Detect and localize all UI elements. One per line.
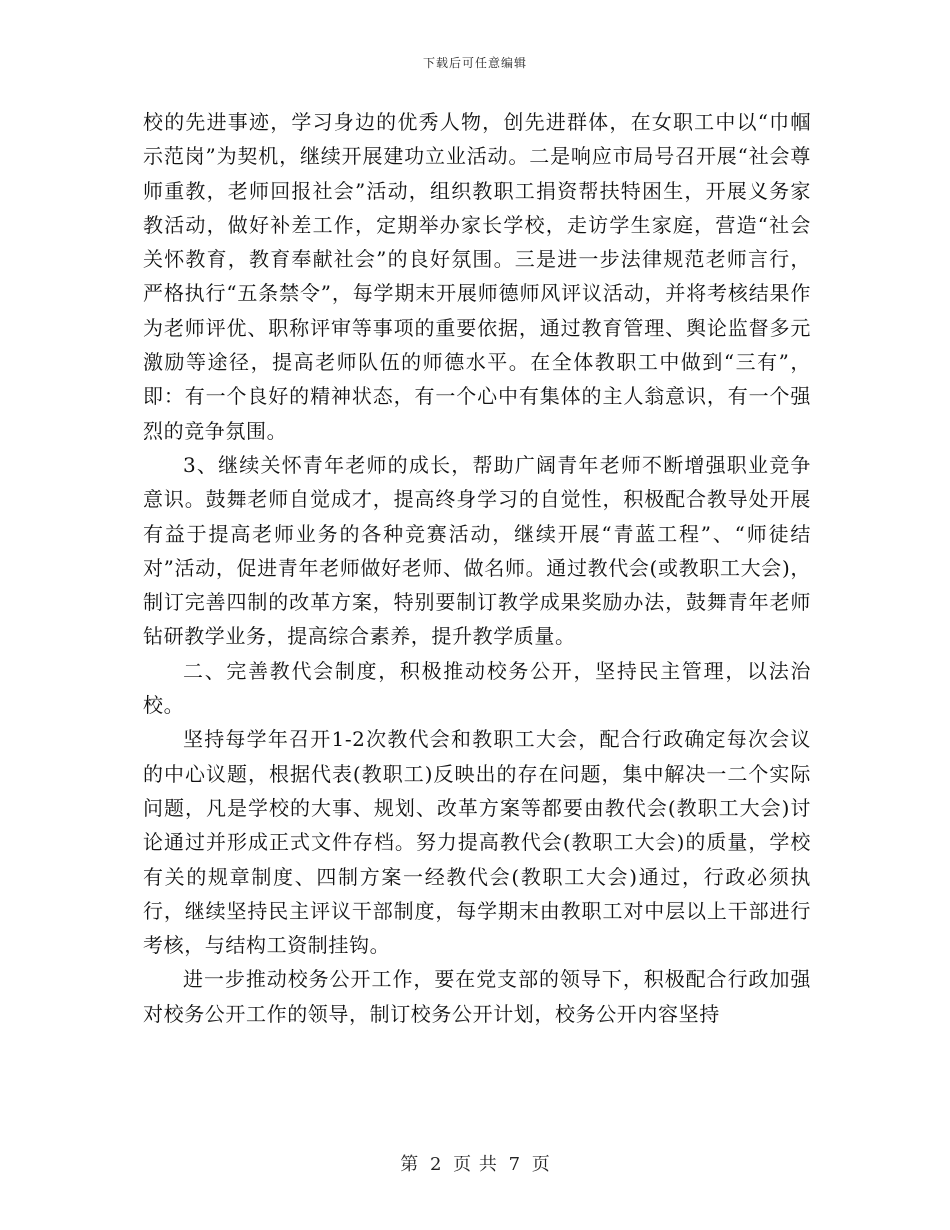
paragraph-2: 3、继续关怀青年老师的成长，帮助广阔青年老师不断增强职业竞争意识。鼓舞老师自觉成才，提高终身学习的自觉性，积极配合教导处开展有益于提高老师业务的各种竞赛活动，继续开展“青蓝工程”、“师徒结对”活动，促进青年老师做好老师、做名师。通过教代会(或教职工大会)，制订完善四制的改革方案，特别要制订教学成果奖励办法，鼓舞青年老师钻研教学业务，提高综合素养，提升教学质量。	[143, 452, 811, 649]
page-header: 下载后可任意编辑	[422, 56, 527, 70]
paragraph-4: 坚持每学年召开1-2次教代会和教职工大会，配合行政确定每次会议的中心议题，根据代表(教职工)反映出的存在问题，集中解决一二个实际问题，凡是学校的大事、规划、改革方案等都要由教代会(教职工大会)讨论通过并形成正式文件存档。努力提高教代会(教职工大会)的质量，学校有关的规章制度、四制方案一经教代会(教职工大会)通过，行政必须执行，继续坚持民主评议干部制度，每学期末由教职工对中层以上干部进行考核，与结构工资制挂钩。	[143, 727, 811, 958]
total-page-count: 7	[508, 1154, 521, 1175]
paragraph-1: 校的先进事迹，学习身边的优秀人物，创先进群体，在女职工中以“巾帼示范岗”为契机，继续开展建功立业活动。二是响应市局号召开展“社会尊师重教，老师回报社会”活动，组织教职工捐资帮扶特困生，开展义务家教活动，做好补差工作，定期举办家长学校，走访学生家庭，营造“社会关怀教育，教育奉献社会”的良好氛围。三是进一步法律规范老师言行，严格执行“五条禁令”，每学期末开展师德师风评议活动，并将考核结果作为老师评优、职称评审等事项的重要依据，通过教育管理、舆论监督多元激励等途径，提高老师队伍的师德水平。在全体教职工中做到“三有”，即：有一个良好的精神状态，有一个心中有集体的主人翁意识，有一个强烈的竞争氛围。	[143, 110, 811, 443]
current-page-number: 2	[429, 1154, 442, 1175]
footer-prefix: 第	[400, 1154, 419, 1175]
footer-suffix: 页	[531, 1154, 550, 1175]
footer-middle: 页 共	[453, 1154, 497, 1175]
paragraph-3: 二、完善教代会制度，积极推动校务公开，坚持民主管理，以法治校。	[143, 658, 811, 718]
page-footer	[0, 1150, 950, 1176]
document-body	[143, 105, 811, 1031]
paragraph-5: 进一步推动校务公开工作，要在党支部的领导下，积极配合行政加强对校务公开工作的领导，制订校务公开计划，校务公开内容坚持	[143, 967, 811, 1026]
